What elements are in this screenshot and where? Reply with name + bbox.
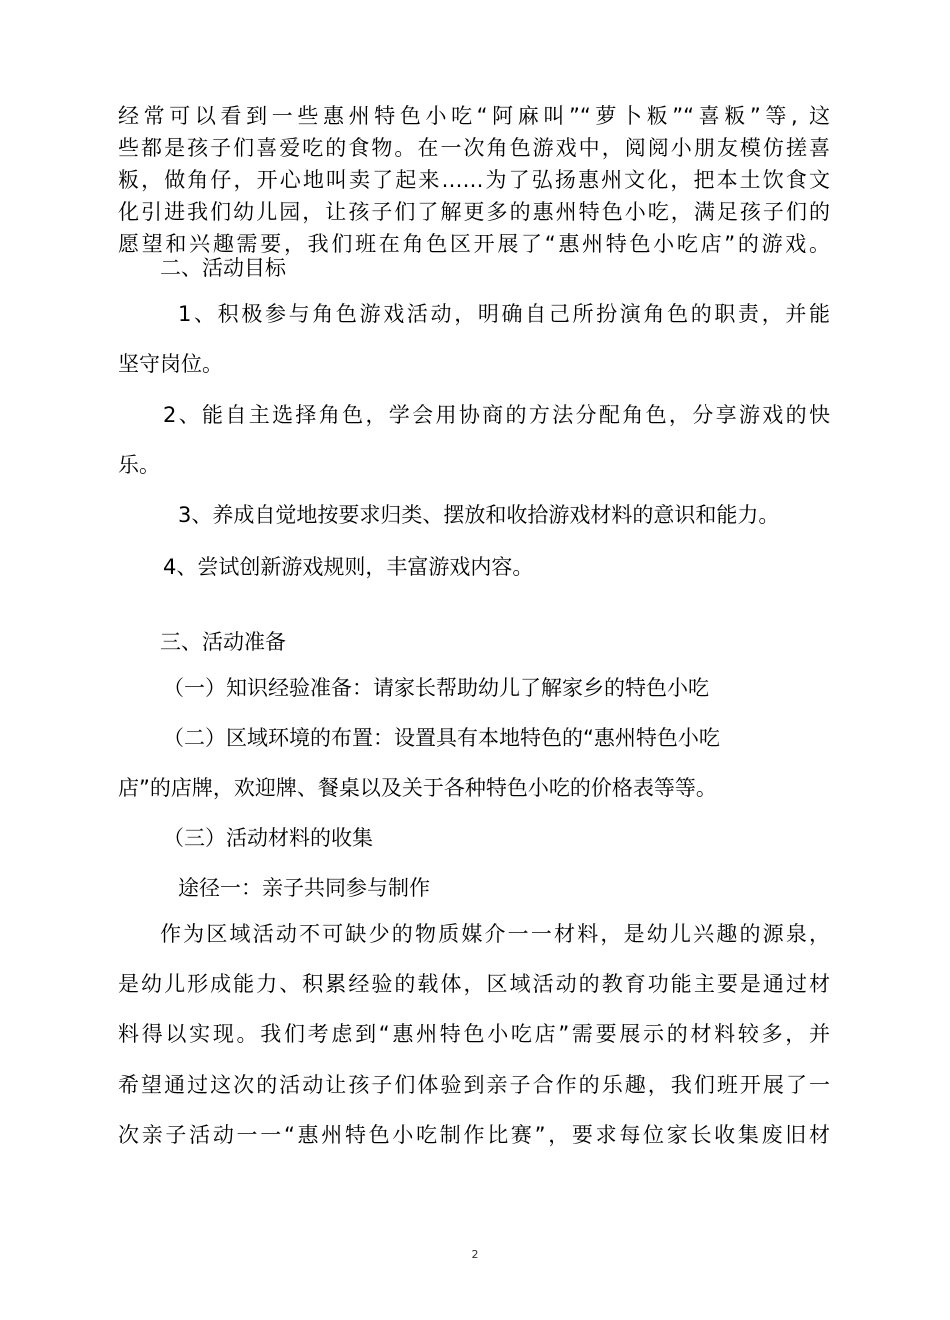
paragraph-line: 化引进我们幼儿园，让孩子们了解更多的惠州特色小吃，满足孩子们的	[118, 200, 830, 224]
paragraph-line: 愿望和兴趣需要，我们班在角色区开展了“惠州特色小吃店”的游戏。	[118, 232, 830, 256]
section-heading: 三、活动准备	[160, 630, 286, 654]
paragraph-line: 些都是孩子们喜爱吃的食物。在一次角色游戏中，阅阅小朋友模仿搓喜	[118, 136, 830, 160]
subsection-line: 途径一：亲子共同参与制作	[178, 876, 430, 900]
paragraph-line: 作为区域活动不可缺少的物质媒介一一材料，是幼儿兴趣的源泉，	[160, 922, 830, 946]
paragraph-line: 经常可以看到一些惠州特色小吃“阿麻叫”“萝卜粄”“喜粄”等, 这	[118, 104, 830, 128]
subsection-heading: （三）活动材料的收集	[163, 826, 373, 850]
paragraph-line: 次亲子活动一一“惠州特色小吃制作比赛”，要求每位家长收集废旧材	[118, 1123, 830, 1147]
list-item: 3、养成自觉地按要求归类、摆放和收拾游戏材料的意识和能力。	[178, 503, 780, 527]
subsection-continuation: 店”的店牌，欢迎牌、餐桌以及关于各种特色小吃的价格表等等。	[118, 776, 717, 800]
paragraph-line: 希望通过这次的活动让孩子们体验到亲子合作的乐趣，我们班开展了一	[118, 1073, 830, 1097]
paragraph-line: 料得以实现。我们考虑到“惠州特色小吃店”需要展示的材料较多，并	[118, 1022, 830, 1046]
section-heading: 二、活动目标	[160, 256, 286, 280]
list-item: 1、积极参与角色游戏活动，明确自己所扮演角色的职责，并能	[178, 302, 830, 326]
list-item: 2、能自主选择角色，学会用协商的方法分配角色，分享游戏的快	[163, 403, 830, 427]
list-item-continuation: 坚守岗位。	[118, 352, 223, 376]
subsection-line: （二）区域环境的布置：设置具有本地特色的“惠州特色小吃	[163, 726, 720, 750]
list-item: 4、尝试创新游戏规则，丰富游戏内容。	[163, 555, 534, 579]
list-item-continuation: 乐。	[118, 453, 160, 477]
paragraph-line: 是幼儿形成能力、积累经验的载体，区域活动的教育功能主要是通过材	[118, 972, 830, 996]
paragraph-line: 粄，做角仔，开心地叫卖了起来……为了弘扬惠州文化，把本土饮食文	[118, 168, 830, 192]
page-number: 2	[471, 1248, 479, 1261]
subsection-line: （一）知识经验准备：请家长帮助幼儿了解家乡的特色小吃	[163, 676, 709, 700]
